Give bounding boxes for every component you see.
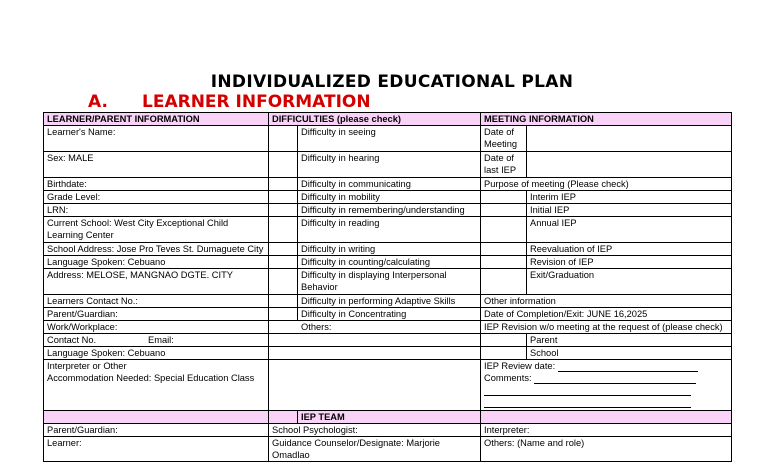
iep-team-header: IEP TEAM [298, 411, 481, 424]
check-concentrating[interactable] [269, 308, 298, 321]
review-comments-field[interactable] [481, 360, 732, 411]
language-spoken-field[interactable]: Language Spoken: Cebuano [44, 256, 269, 269]
check-parent[interactable] [481, 334, 527, 347]
others-label: Others: [301, 322, 332, 332]
school-address-field[interactable]: School Address: Jose Pro Teves St. Dumaguete City [44, 243, 269, 256]
parent-guardian-field[interactable]: Parent/Guardian: [44, 308, 269, 321]
language-spoken-2-field[interactable]: Language Spoken: Cebuano [44, 347, 269, 360]
annual-iep: Annual IEP [527, 217, 732, 243]
difficulty-seeing: Difficulty in seeing [298, 126, 481, 152]
iep-revision-request: IEP Revision w/o meeting at the request of (please check) [481, 321, 732, 334]
lrn-field[interactable]: LRN: [44, 204, 269, 217]
header-difficulties: DIFFICULTIES (please check) [269, 113, 481, 126]
last-iep-text: last IEP [484, 165, 517, 175]
date-of-meeting-label [481, 126, 527, 152]
section-letter: A. [88, 92, 108, 112]
learner-name-field[interactable]: Learner's Name: [44, 126, 269, 152]
team-header-right [481, 411, 732, 424]
check-mobility[interactable] [269, 191, 298, 204]
interpreter-label: Interpreter or Other [47, 361, 127, 371]
date-of-meeting-field[interactable] [527, 126, 732, 152]
section-label: LEARNER INFORMATION [142, 92, 371, 112]
comments-label: Comments: [484, 373, 532, 383]
team-header-check [269, 411, 298, 424]
current-school-field[interactable]: Current School: West City Exceptional Child Learning Center [44, 217, 269, 243]
blank-cell-1 [269, 334, 481, 347]
check-reevaluation[interactable] [481, 243, 527, 256]
check-school[interactable] [481, 347, 527, 360]
work-workplace-field[interactable]: Work/Workplace: [44, 321, 269, 334]
header-meeting: MEETING INFORMATION [481, 113, 732, 126]
grade-level-field[interactable]: Grade Level: [44, 191, 269, 204]
date-of-text-2: Date of [484, 153, 514, 163]
difficulty-counting: Difficulty in counting/calculating [298, 256, 481, 269]
date-of-last-iep-field[interactable] [527, 152, 732, 178]
header-learner-parent: LEARNER/PARENT INFORMATION [44, 113, 269, 126]
check-counting[interactable] [269, 256, 298, 269]
comments-line-2 [484, 385, 691, 396]
check-revision[interactable] [481, 256, 527, 269]
address-field[interactable]: Address: MELOSE, MANGNAO DGTE. CITY [44, 269, 269, 295]
difficulty-mobility: Difficulty in mobility [298, 191, 481, 204]
learner-contact-field[interactable]: Learners Contact No.: [44, 295, 269, 308]
review-date-line [558, 361, 698, 372]
sex-field[interactable]: Sex: MALE [44, 152, 269, 178]
difficulty-hearing: Difficulty in hearing [298, 152, 481, 178]
difficulty-communicating: Difficulty in communicating [298, 178, 481, 191]
team-interpreter[interactable]: Interpreter: [481, 424, 732, 437]
check-initial-iep[interactable] [481, 204, 527, 217]
interpreter-accommodation-field[interactable] [44, 360, 269, 411]
date-of-last-iep-label [481, 152, 527, 178]
check-annual-iep[interactable] [481, 217, 527, 243]
document-title: INDIVIDUALIZED EDUCATIONAL PLAN [210, 72, 574, 92]
check-writing[interactable] [269, 243, 298, 256]
check-exit[interactable] [481, 269, 527, 295]
check-hearing[interactable] [269, 152, 298, 178]
iep-review-date-label: IEP Review date: [484, 361, 556, 371]
meeting-text: Meeting [484, 139, 518, 149]
purpose-of-meeting: Purpose of meeting (Please check) [481, 178, 732, 191]
team-guidance-counselor[interactable]: Guidance Counselor/Designate: Marjorie Omadlao [269, 437, 481, 462]
team-header-left [44, 411, 269, 424]
difficulty-interpersonal: Difficulty in displaying Interpersonal Behavior [298, 269, 481, 295]
difficulty-remembering: Difficulty in remembering/understanding [298, 204, 481, 217]
team-learner[interactable]: Learner: [44, 437, 269, 462]
accommodation-label: Accommodation Needed: Special Education Class [47, 373, 255, 383]
date-of-completion: Date of Completion/Exit: JUNE 16,2025 [481, 308, 732, 321]
blank-cell-3 [269, 360, 481, 411]
section-heading [88, 92, 371, 112]
difficulty-adaptive: Difficulty in performing Adaptive Skills [298, 295, 481, 308]
date-of-text: Date of [484, 127, 514, 137]
learner-information-table [43, 112, 732, 462]
check-interim-iep[interactable] [481, 191, 527, 204]
reevaluation-of-iep: Reevaluation of IEP [527, 243, 732, 256]
request-parent: Parent [527, 334, 732, 347]
difficulty-concentrating: Difficulty in Concentrating [298, 308, 481, 321]
blank-cell-2 [269, 347, 481, 360]
revision-of-iep: Revision of IEP [527, 256, 732, 269]
check-reading[interactable] [269, 217, 298, 243]
email-label: Email: [148, 335, 174, 345]
request-school: School [527, 347, 732, 360]
difficulty-writing: Difficulty in writing [298, 243, 481, 256]
difficulty-reading: Difficulty in reading [298, 217, 481, 243]
exit-graduation: Exit/Graduation [527, 269, 732, 295]
check-adaptive[interactable] [269, 295, 298, 308]
initial-iep: Initial IEP [527, 204, 732, 217]
interim-iep: Interim IEP [527, 191, 732, 204]
birthdate-field[interactable]: Birthdate: [44, 178, 269, 191]
difficulty-others[interactable] [269, 321, 481, 334]
contact-no-label: Contact No. [47, 335, 97, 345]
team-parent-guardian[interactable]: Parent/Guardian: [44, 424, 269, 437]
check-remembering[interactable] [269, 204, 298, 217]
team-others[interactable]: Others: (Name and role) [481, 437, 732, 462]
check-seeing[interactable] [269, 126, 298, 152]
check-communicating[interactable] [269, 178, 298, 191]
other-information: Other information [481, 295, 732, 308]
team-school-psychologist[interactable]: School Psychologist: [269, 424, 481, 437]
contact-email-field[interactable] [44, 334, 269, 347]
comments-line-3 [484, 397, 691, 408]
check-interpersonal[interactable] [269, 269, 298, 295]
comments-line [534, 373, 696, 384]
